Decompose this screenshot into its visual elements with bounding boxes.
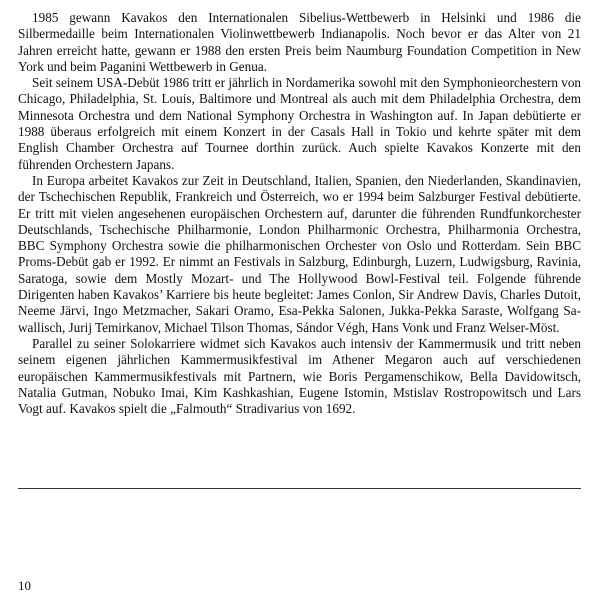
page-number: 10	[18, 578, 31, 593]
paragraph-north-america-japan: Seit seinem USA-Debüt 1986 tritt er jährlich in Nordamerika sowohl mit den Symphonieorchestern von Chicago, Philadelphia, St. Louis, Baltimore und Montreal als auch mit dem Philadelphia Orchestra, dem Minnesota Orchestra und dem National Symphony Orchestra in Washington auf. In Japan debütierte er 1988 überaus erfolgreich mit einem Konzert in der Casals Hall in Tokio und kehrte später mit dem English Chamber Orchestra auf Tournee dorthin zurück. Auch spielte Kavakos Konzerte mit den führenden Orchestern Japans.	[18, 75, 582, 172]
separator-rule	[18, 488, 581, 489]
paragraph-competitions: 1985 gewann Kavakos den Internationalen Sibelius-Wettbewerb in Helsinki und 1986 die Silbermedaille beim Internationalen Violinwettbewerb Indianapolis. Noch bevor er das Alter von 21 Jahren erreicht hatte, gewann er 1988 den ersten Preis beim Naumburg Foundation Competition in New York und beim Paganini Wettbewerb in Genua.	[18, 10, 581, 74]
paragraph-chamber-music: Parallel zu seiner Solokarriere widmet sich Kavakos auch intensiv der Kammermusik und tritt neben seinem eigenen jährlichen Kammermusikfestival im Athener Megaron auch auf verschiedenen europäischen Kammermusikfestivals mit Partnern, wie Boris Pergamenschikow, Bella Davidowitsch, Natalia Gutman, Nobuko Imai, Kim Kashkashian, Eugene Istomin, Mstislav Rostropowitsch und Lars Vogt auf. Kavakos spielt die „Falmouth“ Stradivarius von 1692.	[18, 335, 581, 417]
paragraph-europe: In Europa arbeitet Kavakos zur Zeit in Deutschland, Italien, Spanien, den Niederlanden, Skandinavien, der Tschechischen Republik, Frankreich und Österreich, wo er 1994 beim Salzburger Festival debütierte. Er tritt mit vielen angesehenen europäischen Orchestern auf, darunter die führenden Rundfunkorchester Deutschlands, Tschechische Philharmonie, London Philharmonic Orchestra, Philharmonia Orchestra, BBC Symphony Orchestra sowie die philharmonischen Orchester von Oslo und Rotterdam. Sein BBC Proms-Debüt gab er 1992. Er nimmt an Festivals in Salzburg, Edinburgh, Luzern, Ludwigsburg, Ravinia, Saratoga, sowie dem Mostly Mozart- und The Hollywood Bowl-Festival teil. Folgende führende Dirigenten haben Kavakos’ Karriere bis heute begleitet: James Conlon, Sir Andrew Davis, Charles Dutoit, Neeme Järvi, Ingo Metzmacher, Sakari Oramo, Esa-Pekka Salonen, Jukka-Pekka Saraste, Wolfgang Sawallisch, Jurij Temirkanov, Michael Tilson Thomas, Sándor Végh, Hans Vonk und Franz Welser-Möst.	[18, 172, 581, 335]
body-text	[18, 10, 581, 417]
